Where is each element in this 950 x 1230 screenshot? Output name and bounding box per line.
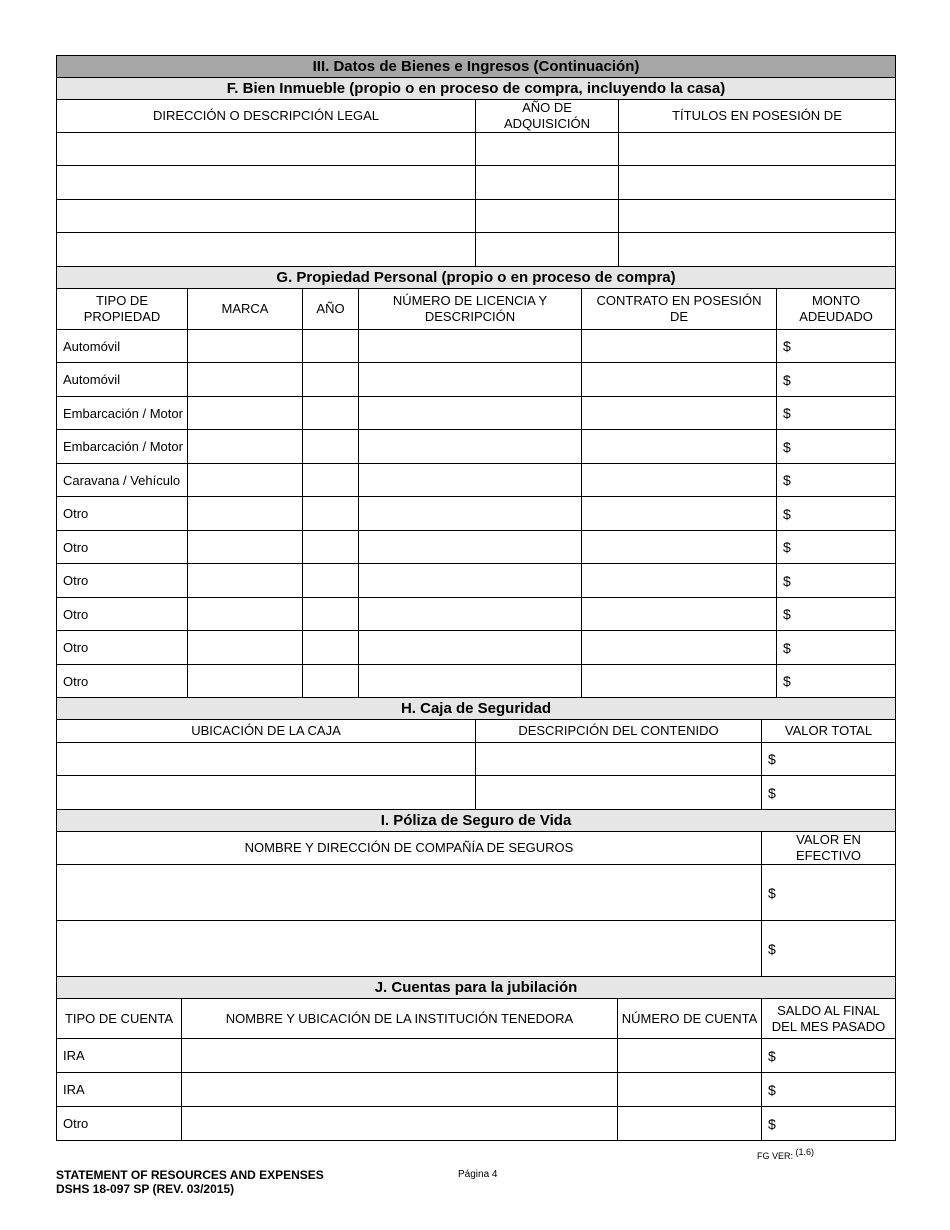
year-field[interactable] — [303, 363, 359, 397]
amount-owed-field[interactable]: $ — [777, 430, 896, 464]
real-estate-title: F. Bien Inmueble (propio o en proceso de compra, incluyendo la casa) — [57, 78, 896, 100]
year-field[interactable] — [303, 397, 359, 430]
title-holder-field[interactable] — [619, 133, 896, 166]
balance-field[interactable]: $ — [762, 1073, 896, 1107]
year-field[interactable] — [303, 330, 359, 363]
property-type-label: Otro — [57, 665, 188, 698]
property-row — [57, 631, 896, 665]
contract-field[interactable] — [582, 564, 777, 598]
contract-field[interactable] — [582, 497, 777, 531]
header-year-acquired: AÑO DE ADQUISICIÓN — [476, 100, 619, 133]
account-row — [57, 1107, 896, 1141]
property-type-label: Automóvil — [57, 330, 188, 363]
contract-field[interactable] — [582, 531, 777, 564]
page-number: Página 4 — [458, 1169, 498, 1180]
form-version — [757, 1147, 814, 1161]
cash-value-field[interactable]: $ — [762, 865, 896, 921]
form-code: DSHS 18-097 SP (REV. 03/2015) — [56, 1182, 235, 1196]
box-location-field[interactable] — [57, 776, 476, 810]
header-title-holder: TÍTULOS EN POSESIÓN DE — [619, 100, 896, 133]
institution-field[interactable] — [182, 1107, 618, 1141]
make-field[interactable] — [188, 397, 303, 430]
contract-field[interactable] — [582, 363, 777, 397]
header-make: MARCA — [188, 289, 303, 330]
contract-field[interactable] — [582, 665, 777, 698]
institution-field[interactable] — [182, 1073, 618, 1107]
contract-field[interactable] — [582, 330, 777, 363]
make-field[interactable] — [188, 497, 303, 531]
personal-property-title: G. Propiedad Personal (propio o en proceso de compra) — [57, 267, 896, 289]
personal-property-table — [56, 266, 896, 698]
property-row — [57, 430, 896, 464]
year-field[interactable] — [476, 133, 619, 166]
insurer-field[interactable] — [57, 921, 762, 977]
header-contents: DESCRIPCIÓN DEL CONTENIDO — [476, 720, 762, 743]
account-row — [57, 1039, 896, 1073]
contract-field[interactable] — [582, 397, 777, 430]
property-row — [57, 564, 896, 598]
account-type-label: IRA — [57, 1039, 182, 1073]
header-property-type: TIPO DE PROPIEDAD — [57, 289, 188, 330]
property-type-label: Otro — [57, 531, 188, 564]
contract-field[interactable] — [582, 464, 777, 497]
title-holder-field[interactable] — [619, 166, 896, 200]
account-number-field[interactable] — [618, 1073, 762, 1107]
header-address: DIRECCIÓN O DESCRIPCIÓN LEGAL — [57, 100, 476, 133]
year-field[interactable] — [303, 564, 359, 598]
box-location-field[interactable] — [57, 743, 476, 776]
contract-field[interactable] — [582, 598, 777, 631]
license-field[interactable] — [359, 330, 582, 363]
license-field[interactable] — [359, 665, 582, 698]
amount-owed-field[interactable]: $ — [777, 631, 896, 665]
form-page — [56, 56, 895, 1141]
property-row — [57, 464, 896, 497]
make-field[interactable] — [188, 564, 303, 598]
property-row — [57, 363, 896, 397]
title-holder-field[interactable] — [619, 200, 896, 233]
header-institution: NOMBRE Y UBICACIÓN DE LA INSTITUCIÓN TENEDORA — [182, 999, 618, 1039]
section-title: III. Datos de Bienes e Ingresos (Continuación) — [57, 56, 896, 78]
make-field[interactable] — [188, 531, 303, 564]
make-field[interactable] — [188, 598, 303, 631]
amount-owed-field[interactable]: $ — [777, 531, 896, 564]
address-field[interactable] — [57, 200, 476, 233]
account-number-field[interactable] — [618, 1039, 762, 1073]
header-account-type: TIPO DE CUENTA — [57, 999, 182, 1039]
property-type-label: Embarcación / Motor — [57, 397, 188, 430]
header-year: AÑO — [303, 289, 359, 330]
property-row — [57, 497, 896, 531]
balance-field[interactable]: $ — [762, 1039, 896, 1073]
property-type-label: Otro — [57, 598, 188, 631]
form-title: STATEMENT OF RESOURCES AND EXPENSES — [56, 1168, 324, 1182]
license-field[interactable] — [359, 497, 582, 531]
account-row — [57, 1073, 896, 1107]
property-row — [57, 531, 896, 564]
retirement-title: J. Cuentas para la jubilación — [57, 977, 896, 999]
license-field[interactable] — [359, 363, 582, 397]
property-type-label: Embarcación / Motor — [57, 430, 188, 464]
property-type-label: Otro — [57, 497, 188, 531]
contents-field[interactable] — [476, 743, 762, 776]
header-total-value: VALOR TOTAL — [762, 720, 896, 743]
header-license: NÚMERO DE LICENCIA Y DESCRIPCIÓN — [359, 289, 582, 330]
address-field[interactable] — [57, 133, 476, 166]
real-estate-table — [56, 55, 896, 267]
amount-owed-field[interactable]: $ — [777, 497, 896, 531]
header-contract: CONTRATO EN POSESIÓN DE — [582, 289, 777, 330]
contract-field[interactable] — [582, 430, 777, 464]
license-field[interactable] — [359, 397, 582, 430]
header-amount-owed: MONTO ADEUDADO — [777, 289, 896, 330]
property-row — [57, 665, 896, 698]
retirement-accounts-table — [56, 976, 896, 1141]
version-label: FG VER: — [757, 1151, 794, 1161]
header-box-location: UBICACIÓN DE LA CAJA — [57, 720, 476, 743]
version-number: (1.6) — [795, 1147, 815, 1157]
property-row — [57, 397, 896, 430]
year-field[interactable] — [303, 531, 359, 564]
property-type-label: Automóvil — [57, 363, 188, 397]
cash-value-field[interactable]: $ — [762, 921, 896, 977]
license-field[interactable] — [359, 564, 582, 598]
form-identification — [56, 1168, 324, 1196]
amount-owed-field[interactable]: $ — [777, 665, 896, 698]
address-field[interactable] — [57, 233, 476, 267]
balance-field[interactable]: $ — [762, 1107, 896, 1141]
header-account-number: NÚMERO DE CUENTA — [618, 999, 762, 1039]
make-field[interactable] — [188, 430, 303, 464]
property-type-label: Otro — [57, 564, 188, 598]
safe-deposit-table — [56, 697, 896, 810]
contract-field[interactable] — [582, 631, 777, 665]
amount-owed-field[interactable]: $ — [777, 363, 896, 397]
property-type-label: Otro — [57, 631, 188, 665]
amount-owed-field[interactable]: $ — [777, 330, 896, 363]
total-value-field[interactable]: $ — [762, 743, 896, 776]
property-row — [57, 330, 896, 363]
year-field[interactable] — [476, 233, 619, 267]
year-field[interactable] — [303, 631, 359, 665]
property-type-label: Caravana / Vehículo — [57, 464, 188, 497]
license-field[interactable] — [359, 598, 582, 631]
make-field[interactable] — [188, 363, 303, 397]
address-field[interactable] — [57, 166, 476, 200]
life-insurance-title: I. Póliza de Seguro de Vida — [57, 810, 896, 832]
insurer-field[interactable] — [57, 865, 762, 921]
year-field[interactable] — [303, 430, 359, 464]
account-number-field[interactable] — [618, 1107, 762, 1141]
amount-owed-field[interactable]: $ — [777, 397, 896, 430]
contents-field[interactable] — [476, 776, 762, 810]
license-field[interactable] — [359, 631, 582, 665]
year-field[interactable] — [303, 598, 359, 631]
license-field[interactable] — [359, 464, 582, 497]
make-field[interactable] — [188, 665, 303, 698]
year-field[interactable] — [476, 166, 619, 200]
account-type-label: IRA — [57, 1073, 182, 1107]
amount-owed-field[interactable]: $ — [777, 464, 896, 497]
year-field[interactable] — [303, 665, 359, 698]
make-field[interactable] — [188, 330, 303, 363]
year-field[interactable] — [303, 464, 359, 497]
header-balance: SALDO AL FINAL DEL MES PASADO — [762, 999, 896, 1039]
amount-owed-field[interactable]: $ — [777, 598, 896, 631]
year-field[interactable] — [476, 200, 619, 233]
total-value-field[interactable]: $ — [762, 776, 896, 810]
institution-field[interactable] — [182, 1039, 618, 1073]
safe-deposit-title: H. Caja de Seguridad — [57, 698, 896, 720]
license-field[interactable] — [359, 430, 582, 464]
make-field[interactable] — [188, 464, 303, 497]
make-field[interactable] — [188, 631, 303, 665]
life-insurance-table — [56, 809, 896, 977]
amount-owed-field[interactable]: $ — [777, 564, 896, 598]
account-type-label: Otro — [57, 1107, 182, 1141]
title-holder-field[interactable] — [619, 233, 896, 267]
license-field[interactable] — [359, 531, 582, 564]
property-row — [57, 598, 896, 631]
year-field[interactable] — [303, 497, 359, 531]
header-cash-value: VALOR EN EFECTIVO — [762, 832, 896, 865]
header-insurer: NOMBRE Y DIRECCIÓN DE COMPAÑÍA DE SEGUROS — [57, 832, 762, 865]
